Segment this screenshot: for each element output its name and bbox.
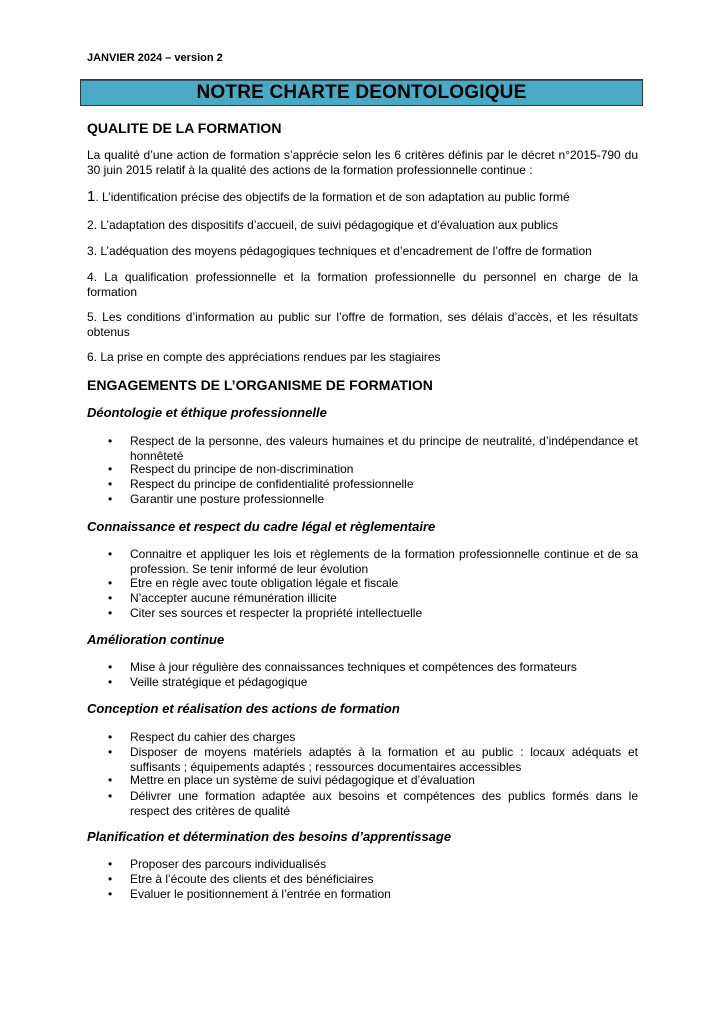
bullet-icon: •	[108, 547, 113, 561]
criterion-text: . L’adaptation des dispositifs d’accueil, de suivi pédagogique et d’évaluation aux publics	[93, 218, 559, 232]
list-item: • Veille stratégique et pédagogique	[108, 675, 308, 689]
subsection-title-amelioration: Amélioration continue	[87, 632, 225, 647]
list-item: • Etre à l’écoute des clients et des bénéficiaires	[108, 872, 374, 886]
bullet-icon: •	[108, 660, 113, 674]
list-item: • Citer ses sources et respecter la propriété intellectuelle	[108, 606, 423, 620]
section-heading-engagements: ENGAGEMENTS DE L’ORGANISME DE FORMATION	[87, 377, 433, 393]
bullet-icon: •	[108, 730, 113, 744]
list-item: • Garantir une posture professionnelle	[108, 492, 325, 506]
subsection-title-conception: Conception et réalisation des actions de formation	[87, 701, 400, 716]
bullet-icon: •	[108, 773, 113, 787]
bullet-icon: •	[108, 462, 113, 476]
list-item: • N’accepter aucune rémunération illicite	[108, 591, 337, 605]
bullet-icon: •	[108, 789, 113, 803]
criterion-text: . L’adéquation des moyens pédagogiques techniques et d’encadrement de l’offre de formation	[93, 244, 592, 258]
list-item: • Connaitre et appliquer les lois et règlements de la formation professionnelle continue et de sa profession. Se tenir informé de leur évolution	[108, 547, 638, 576]
list-item: • Mettre en place un système de suivi pédagogique et d’évaluation	[108, 773, 475, 787]
bullet-icon: •	[108, 492, 113, 506]
list-item: • Respect du cahier des charges	[108, 730, 296, 744]
title-banner	[80, 79, 643, 106]
bullet-icon: •	[108, 477, 113, 491]
criterion-number: 4	[87, 270, 94, 284]
criterion-text: . Les conditions d’information au public sur l’offre de formation, ses délais d’accès, et les résultats obtenus	[87, 310, 638, 339]
bullet-icon: •	[108, 745, 113, 759]
bullet-icon: •	[108, 857, 113, 871]
criterion-number: 2	[87, 218, 94, 232]
criterion-4	[87, 270, 638, 299]
criterion-number: 6	[87, 350, 94, 364]
criterion-number: 5	[87, 310, 94, 324]
criterion-6	[87, 350, 638, 365]
subsection-title-planification: Planification et détermination des besoins d’apprentissage	[87, 829, 452, 844]
bullet-icon: •	[108, 591, 113, 605]
bullet-icon: •	[108, 434, 113, 448]
list-item: • Délivrer une formation adaptée aux besoins et compétences des publics formés dans le respect des critères de qualité	[108, 789, 638, 818]
list-item: • Disposer de moyens matériels adaptés à la formation et au public : locaux adéquats et suffisants ; équipements adaptés ; ressources documentaires accessibles	[108, 745, 638, 774]
list-item: • Evaluer le positionnement à l’entrée en formation	[108, 887, 391, 901]
criterion-text: . La qualification professionnelle et la formation professionnelle du personnel en charge de la formation	[87, 270, 638, 299]
list-item: • Respect du principe de non-discrimination	[108, 462, 354, 476]
page-title: NOTRE CHARTE DEONTOLOGIQUE	[196, 82, 527, 103]
criterion-5	[87, 310, 638, 339]
list-item: • Mise à jour régulière des connaissances techniques et compétences des formateurs	[108, 660, 577, 674]
criterion-1	[87, 190, 638, 205]
list-item: • Etre en règle avec toute obligation légale et fiscale	[108, 576, 399, 590]
criterion-3	[87, 244, 638, 259]
criterion-2	[87, 218, 638, 233]
bullet-icon: •	[108, 576, 113, 590]
list-item: • Respect de la personne, des valeurs humaines et du principe de neutralité, d’indépendance et honnêteté	[108, 434, 638, 463]
subsection-title-cadre-legal: Connaissance et respect du cadre légal et règlementaire	[87, 519, 436, 534]
date-version: JANVIER 2024 – version 2	[87, 52, 223, 64]
bullet-icon: •	[108, 606, 113, 620]
criterion-number: 1	[87, 188, 96, 205]
section-heading-quality: QUALITE DE LA FORMATION	[87, 120, 282, 136]
bullet-icon: •	[108, 887, 113, 901]
criterion-number: 3	[87, 244, 94, 258]
quality-intro: La qualité d’une action de formation s’apprécie selon les 6 critères définis par le décret n°2015-790 du 30 juin 2015 relatif à la qualité des actions de la formation professionnelle continue :	[87, 148, 638, 177]
list-item: • Proposer des parcours individualisés	[108, 857, 327, 871]
criterion-text: . La prise en compte des appréciations rendues par les stagiaires	[93, 350, 441, 364]
subsection-title-deontologie: Déontologie et éthique professionnelle	[87, 405, 327, 420]
criterion-text: . L’identification précise des objectifs de la formation et de son adaptation au public formé	[95, 190, 570, 204]
bullet-icon: •	[108, 675, 113, 689]
list-item: • Respect du principe de confidentialité professionnelle	[108, 477, 414, 491]
bullet-icon: •	[108, 872, 113, 886]
